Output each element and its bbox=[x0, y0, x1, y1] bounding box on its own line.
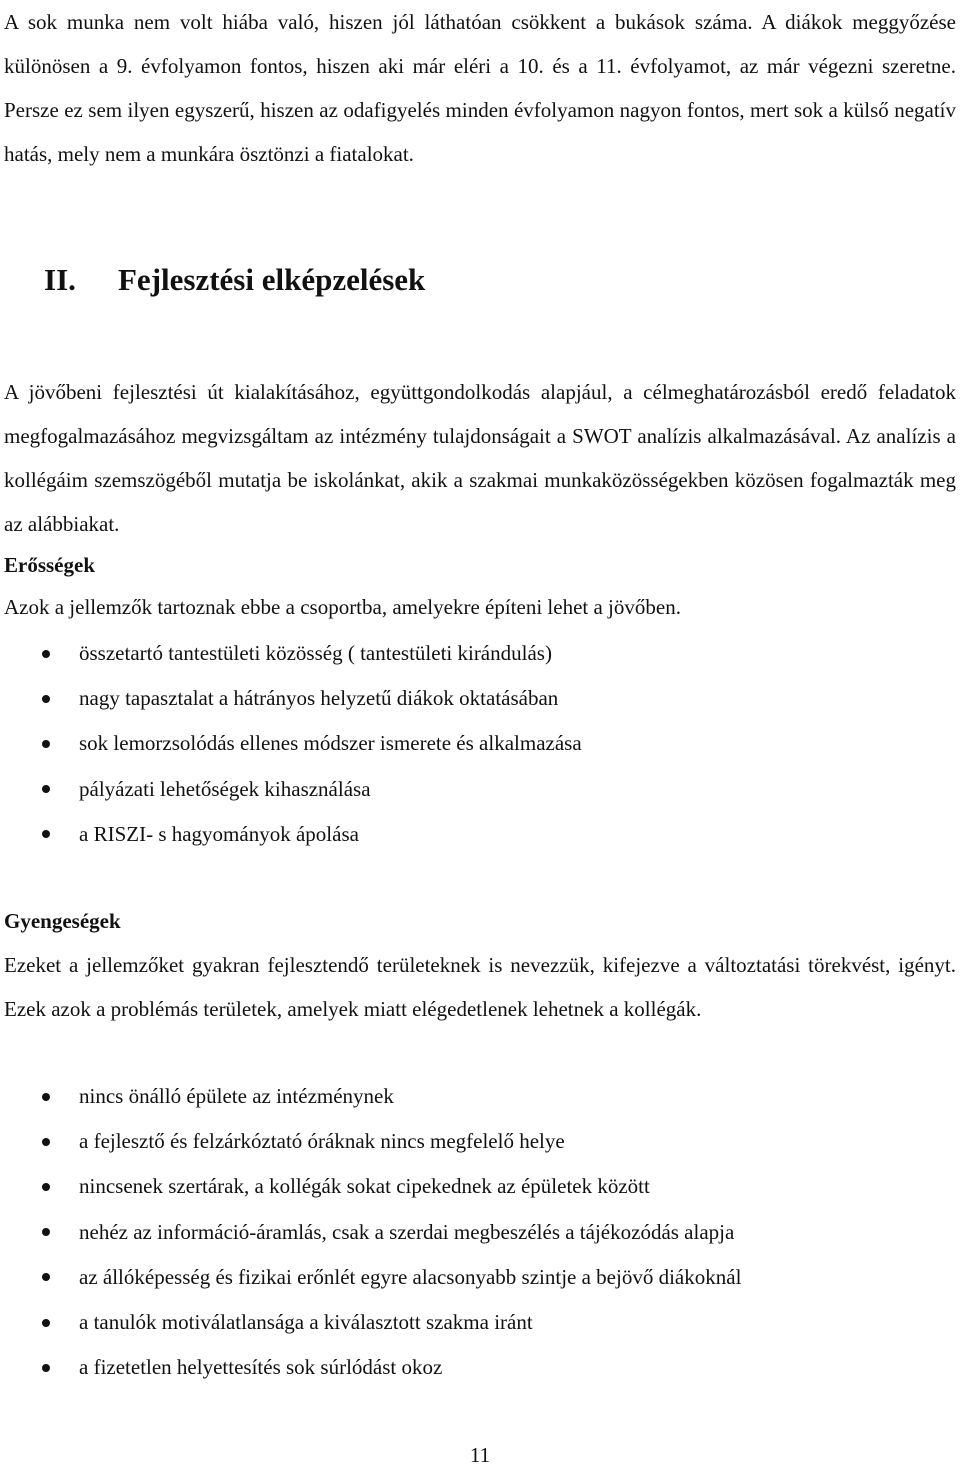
list-item bbox=[0, 1300, 960, 1345]
list-item-text: a RISZI- s hagyományok ápolása bbox=[79, 821, 359, 846]
list-item-text: pályázati lehetőségek kihasználása bbox=[79, 776, 371, 801]
list-item-text: a fejlesztő és felzárkóztató óráknak nincs megfelelő helye bbox=[79, 1129, 565, 1154]
section-heading bbox=[44, 256, 425, 304]
list-item bbox=[0, 1074, 960, 1119]
bullet-icon bbox=[42, 1228, 50, 1236]
bullet-icon bbox=[42, 1364, 50, 1372]
weaknesses-title: Gyengeségek bbox=[4, 909, 121, 933]
page-number: 11 bbox=[469, 1443, 491, 1467]
intro-paragraph: A sok munka nem volt hiába való, hiszen jól láthatóan csökkent a bukások száma. A diákok meggyőzése különösen a 9. évfolyamon fontos, hiszen aki már eléri a 10. és a 11. évfolyamot, az már végezni szeretne. Persze ez sem ilyen egyszerű, hiszen az odafigyelés minden évfolyamon nagyon fontos, mert sok a külső negatív hatás, mely nem a munkára ösztönzi a fiatalokat. bbox=[4, 10, 956, 166]
list-item bbox=[0, 1345, 960, 1390]
list-item bbox=[0, 1210, 960, 1255]
list-item bbox=[0, 676, 960, 721]
list-item-text: a fizetetlen helyettesítés sok súrlódást okoz bbox=[79, 1355, 443, 1380]
list-item-text: a tanulók motiválatlansága a kiválasztott szakma iránt bbox=[79, 1309, 533, 1334]
list-item-text: nincsenek szertárak, a kollégák sokat cipekednek az épületek között bbox=[79, 1174, 650, 1199]
weaknesses-list bbox=[0, 1074, 960, 1390]
list-item bbox=[0, 721, 960, 766]
bullet-icon bbox=[42, 1093, 50, 1101]
list-item-text: nincs önálló épülete az intézménynek bbox=[79, 1084, 394, 1108]
section-title: Fejlesztési elképzelések bbox=[118, 262, 426, 297]
bullet-icon bbox=[42, 695, 50, 703]
list-item bbox=[0, 1164, 960, 1209]
strengths-title: Erősségek bbox=[4, 553, 95, 577]
bullet-icon bbox=[42, 740, 50, 748]
list-item-text: nagy tapasztalat a hátrányos helyzetű diákok oktatásában bbox=[79, 686, 559, 711]
list-item bbox=[0, 767, 960, 812]
list-item bbox=[0, 812, 960, 857]
weaknesses-description: Ezeket a jellemzőket gyakran fejlesztendő területeknek is nevezzük, kifejezve a változtatási törekvést, igényt. Ezek azok a problémás területek, amelyek miatt elégedetlenek lehetnek a kollégák. bbox=[4, 953, 956, 1021]
list-item-text: sok lemorzsolódás ellenes módszer ismerete és alkalmazása bbox=[79, 731, 582, 756]
swot-intro-paragraph: A jövőbeni fejlesztési út kialakításához, együttgondolkodás alapjául, a célmeghatározásból eredő feladatok megfogalmazásához megvizsgáltam az intézmény tulajdonságait a SWOT analízis alkalmazásával. Az analízis a kollégáim szemszögéből mutatja be iskolánkat, akik a szakmai munkaközösségekben közösen fogalmazták meg az alábbiakat. bbox=[4, 380, 956, 536]
list-item bbox=[0, 1255, 960, 1300]
list-item-text: összetartó tantestületi közösség ( tantestületi kirándulás) bbox=[79, 641, 552, 665]
list-item-text: az állóképesség és fizikai erőnlét egyre alacsonyabb szintje a bejövő diákoknál bbox=[79, 1264, 742, 1289]
strengths-description: Azok a jellemzők tartoznak ebbe a csoportba, amelyekre építeni lehet a jövőben. bbox=[4, 595, 681, 619]
list-item-text: nehéz az információ-áramlás, csak a szerdai megbeszélés a tájékozódás alapja bbox=[79, 1219, 735, 1244]
list-item bbox=[0, 1119, 960, 1164]
section-number: II. bbox=[44, 262, 76, 297]
bullet-icon bbox=[42, 1183, 50, 1191]
bullet-icon bbox=[42, 1319, 50, 1327]
bullet-icon bbox=[42, 830, 50, 838]
bullet-icon bbox=[42, 1273, 50, 1281]
bullet-icon bbox=[42, 785, 50, 793]
bullet-icon bbox=[42, 650, 50, 658]
bullet-icon bbox=[42, 1138, 50, 1146]
strengths-list bbox=[0, 631, 960, 857]
list-item bbox=[0, 631, 960, 676]
